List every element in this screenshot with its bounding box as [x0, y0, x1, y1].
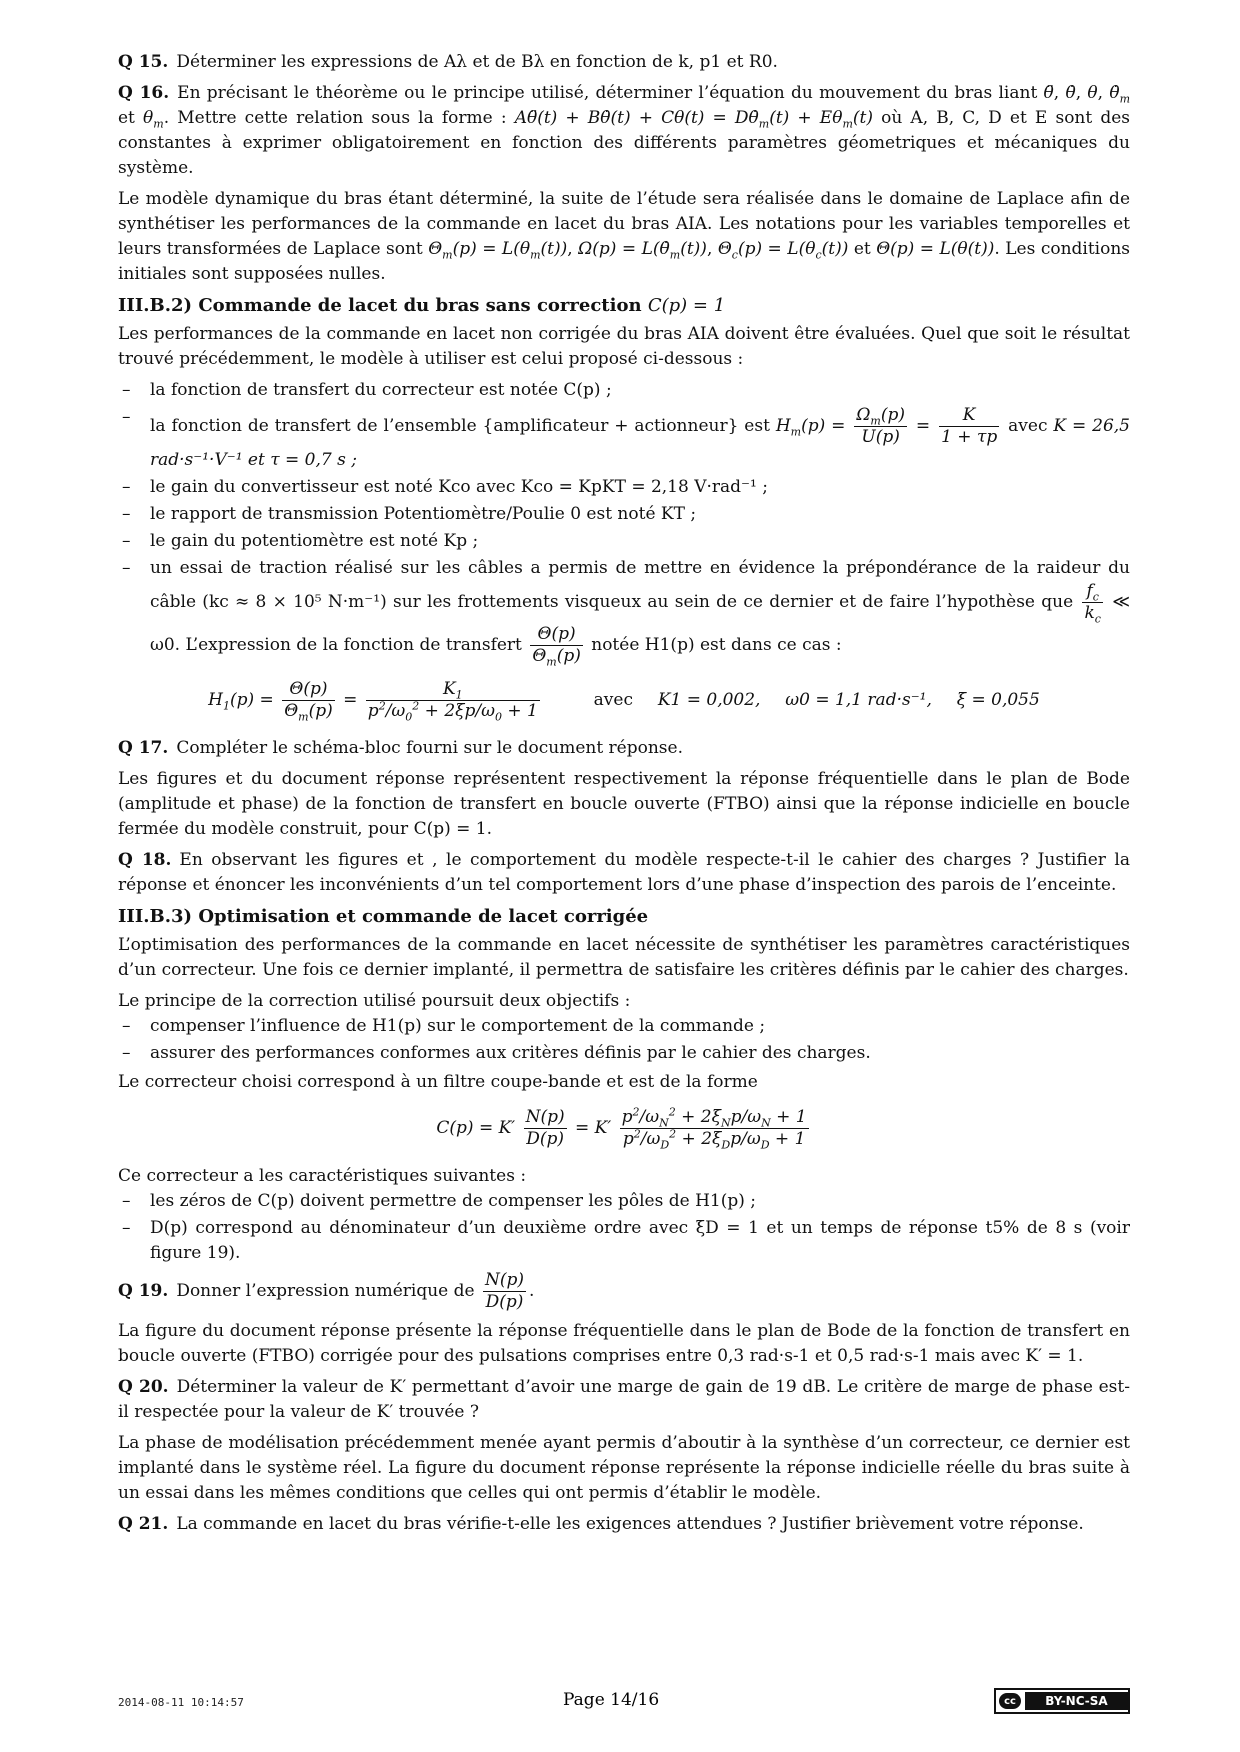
question-text: Compléter le schéma-bloc fourni sur le document réponse. [176, 738, 684, 758]
fraction-omega-over-u: $\frac{\Omega_m(p)}{U(p)}$ [856, 405, 906, 447]
list-item: – les zéros de C(p) doivent permettre de compenser les pôles de H1(p) ; [118, 1189, 1130, 1214]
page-footer [118, 1686, 1130, 1716]
list-item: – la fonction de transfert du correcteur est notée C(p) ; [118, 378, 1130, 403]
paragraph-corrected-figure: La figure du document réponse présente la réponse fréquentielle dans le plan de Bode de la fonction de transfert en boucle ouverte (FTBO) corrigée pour des pulsations comprises entre 0,3 rad·s-1 et 0,5 rad·s-1 mais avec K′ = 1. [118, 1321, 1130, 1366]
fraction-k-over-first-order: $\frac{K}{1 + \tau p}$ [941, 405, 998, 447]
question-text-part2: Mettre cette relation sous la forme : [177, 108, 507, 128]
list-item: – assurer des performances conformes aux critères définis par le cahier des charges. [118, 1041, 1130, 1066]
question-15 [118, 50, 1130, 75]
paragraph-text-part2: Les conditions initiales sont supposées nulles. [118, 239, 1131, 284]
characteristics-list [118, 1189, 1130, 1266]
question-label: Q 15. [118, 52, 169, 72]
question-text: La commande en lacet du bras vérifie-t-elle les exigences attendues ? Justifier brièvement votre réponse. [176, 1514, 1084, 1534]
list-item: – le rapport de transmission Potentiomètre/Poulie 0 est noté KT ; [118, 502, 1130, 527]
question-text: Donner l’expression numérique de [176, 1281, 475, 1301]
list-item: – D(p) correspond au dénominateur d’un deuxième ordre avec ξD = 1 et un temps de réponse t5% de 8 s (voir figure 19). [118, 1216, 1130, 1266]
question-text: Déterminer les expressions de Aλ et de Bλ en fonction de k, p1 et R0. [176, 52, 778, 72]
paragraph-model: La phase de modélisation précédemment menée ayant permis d’aboutir à la synthèse d’un correcteur, ce dernier est implanté dans le système réel. La figure du document réponse représente la réponse indicielle réelle du bras suite à un essai dans les mêmes conditions que celles qui ont permis d’établir le modèle. [118, 1433, 1130, 1503]
list-item: – le gain du convertisseur est noté Kco avec Kco = KpKT = 2,18 V·rad⁻¹ ; [118, 475, 1130, 500]
objectives-list [118, 1014, 1130, 1066]
paragraph-figures: Les figures et du document réponse représentent respectivement la réponse fréquentielle dans le plan de Bode (amplitude et phase) de la fonction de transfert en boucle ouverte (FTBO) ainsi que la réponse indicielle en boucle fermée du modèle construit, pour C(p) = 1. [118, 769, 1130, 839]
paragraph-laplace: Le modèle dynamique du bras étant déterminé, la suite de l’étude sera réalisée dans le domaine de Laplace afin de synthétiser les performances de la commande en lacet du bras AIA. Les notations pour les variables temporelles et leurs transformées de Laplace sont $\Theta_m(p) = L(\theta_m(t))$, $\Omega(p) = L(\thetȧ_m(t))$, $\Theta_c(p) = L(\theta_c(t))$ et Θ(p) = L(θ(t)). Les conditions initiales sont supposées nulles. [118, 189, 1131, 284]
fraction-n-over-d: $\frac{N(p)}{D(p)}$ [484, 1270, 525, 1312]
question-text-part3: où A, B, C, D et E sont des constantes à exprimer obligatoirement en fonction des différents paramètres géometriques et mécaniques du système. [118, 108, 1130, 178]
page-number: Page 14/16 [563, 1690, 660, 1710]
paragraph-b3a: L’optimisation des performances de la commande en lacet nécessite de synthétiser les paramètres caractéristiques d’un correcteur. Une fois ce dernier implanté, il permettra de satisfaire les critères définis par le cahier des charges. [118, 935, 1130, 980]
question-21 [118, 1512, 1130, 1537]
license-text: BY-NC-SA [1025, 1692, 1128, 1710]
list-item: – un essai de traction réalisé sur les câbles a permis de mettre en évidence la prépondérance de la raideur du câble (kc ≈ 8 × 10⁵ N·m⁻¹) sur les frottements visqueux au sein de ce dernier et de faire l’hypothèse que $\frac{f_c}{k_c}$ ≪ ω0. L’expression de la fonction de transfert $\frac{\Theta(p)}{\Theta_m(p)}$ notée H1(p) est dans ce cas : [118, 556, 1130, 667]
footer-timestamp: 2014-08-11 10:14:57 [118, 1696, 244, 1709]
question-label: Q 17. [118, 738, 169, 758]
question-label: Q 18. [118, 850, 172, 870]
equation-avec: avec [593, 690, 633, 710]
document-page [118, 50, 1130, 1740]
question-16: Q 16. En précisant le théorème ou le principe utilisé, déterminer l’équation du mouvement du bras liant θ̈, θ̇, θ, $\thetȧ_m$ et $\theta_m$. Mettre cette relation sous la forme : Aθ̈(t) + Bθ̇(t) + $C\theta(t) = D\thetȧ_m(t) + E\theta_m(t)$ où A, B, C, D et E sont des constantes à exprimer obligatoirement en fonction des différents paramètres géometriques et mécaniques du système. [118, 83, 1130, 178]
question-label: Q 21. [118, 1514, 169, 1534]
paragraph-b3c: Le correcteur choisi correspond à un filtre coupe-bande et est de la forme [118, 1072, 758, 1092]
question-19: Q 19. Donner l’expression numérique de $\frac{N(p)}{D(p)}$ . [118, 1270, 535, 1312]
equation-h1: $H_1(p)$ = $\frac{\Theta(p)}{\Theta_m(p)}$ = $\frac{K_1}{p^2/\omega_0^2 + 2\xi p/\omega_0 + 1}$ avec K1 = 0,002, ω0 = 1,1 rad·s⁻¹, ξ = 0,055 [208, 679, 1040, 724]
list-item: – le gain du potentiomètre est noté Kp ; [118, 529, 1130, 554]
question-20 [118, 1375, 1130, 1425]
section-heading-b3: III.B.3) Optimisation et commande de lacet corrigée [118, 906, 649, 927]
question-label: Q 19. [118, 1281, 169, 1301]
section-heading-b2: III.B.2) Commande de lacet du bras sans correction C(p) = 1 [118, 295, 726, 316]
question-text: En observant les figures et , le comportement du modèle respecte-t-il le cahier des charges ? Justifier la réponse et énoncer les inconvénients d’un tel comportement lors d’une phase d’inspection des parois de l’enceinte. [118, 850, 1130, 895]
cc-icon: cc [999, 1693, 1021, 1709]
equation-w0: ω0 = 1,1 rad·s⁻¹, [785, 690, 932, 710]
equation-xi: ξ = 0,055 [956, 690, 1040, 710]
paragraph-b3d: Ce correcteur a les caractéristiques suivantes : [118, 1166, 527, 1186]
equation-corrector: C(p) = K′ $\frac{N(p)}{D(p)}$ = K′ $\frac{p^2/\omega_N^2 + 2\xi_Np/\omega_N + 1}{p^2/\omega_D^2 + 2\xi_Dp/\omega_D + 1}$ [436, 1105, 807, 1152]
fraction-theta-over-theta-m: $\frac{\Theta(p)}{\Theta_m(p)}$ [532, 624, 581, 669]
list-item: – compenser l’influence de H1(p) sur le comportement de la commande ; [118, 1014, 1130, 1039]
fraction-fc-over-kc: $\frac{f_c}{k_c}$ [1084, 581, 1101, 626]
section-condition: C(p) = 1 [647, 295, 726, 316]
question-label: Q 20. [118, 1377, 169, 1397]
question-17 [118, 736, 1130, 761]
paragraph-text-part1: Le modèle dynamique du bras étant déterminé, la suite de l’étude sera réalisée dans le domaine de Laplace afin de synthétiser les performances de la commande en lacet du bras AIA. Les notations pour les variables temporelles et leurs transformées de Laplace sont [118, 189, 1130, 259]
question-18 [118, 848, 1130, 898]
model-list [118, 378, 1130, 667]
question-label: Q 16. [118, 83, 170, 103]
license-badge [994, 1688, 1130, 1714]
list-item: – la fonction de transfert de l’ensemble {amplificateur + actionneur} est $H_m(p)$ = $\frac{\Omega_m(p)}{U(p)}$ = $\frac{K}{1 + \tau p}$ avec K = 26,5 rad·s⁻¹·V⁻¹ et τ = 0,7 s ; [118, 405, 1130, 473]
paragraph-b3b: Le principe de la correction utilisé poursuit deux objectifs : [118, 991, 631, 1011]
paragraph-b2: Les performances de la commande en lacet non corrigée du bras AIA doivent être évaluées. Quel que soit le résultat trouvé précédemment, le modèle à utiliser est celui proposé ci-dessous : [118, 324, 1130, 369]
equation-k1: K1 = 0,002, [657, 690, 761, 710]
question-text-part1: En précisant le théorème ou le principe utilisé, déterminer l’équation du mouvement du bras liant [177, 83, 1038, 103]
question-text: Déterminer la valeur de K′ permettant d’avoir une marge de gain de 19 dB. Le critère de marge de phase est-il respectée pour la valeur de K′ trouvée ? [118, 1377, 1130, 1422]
